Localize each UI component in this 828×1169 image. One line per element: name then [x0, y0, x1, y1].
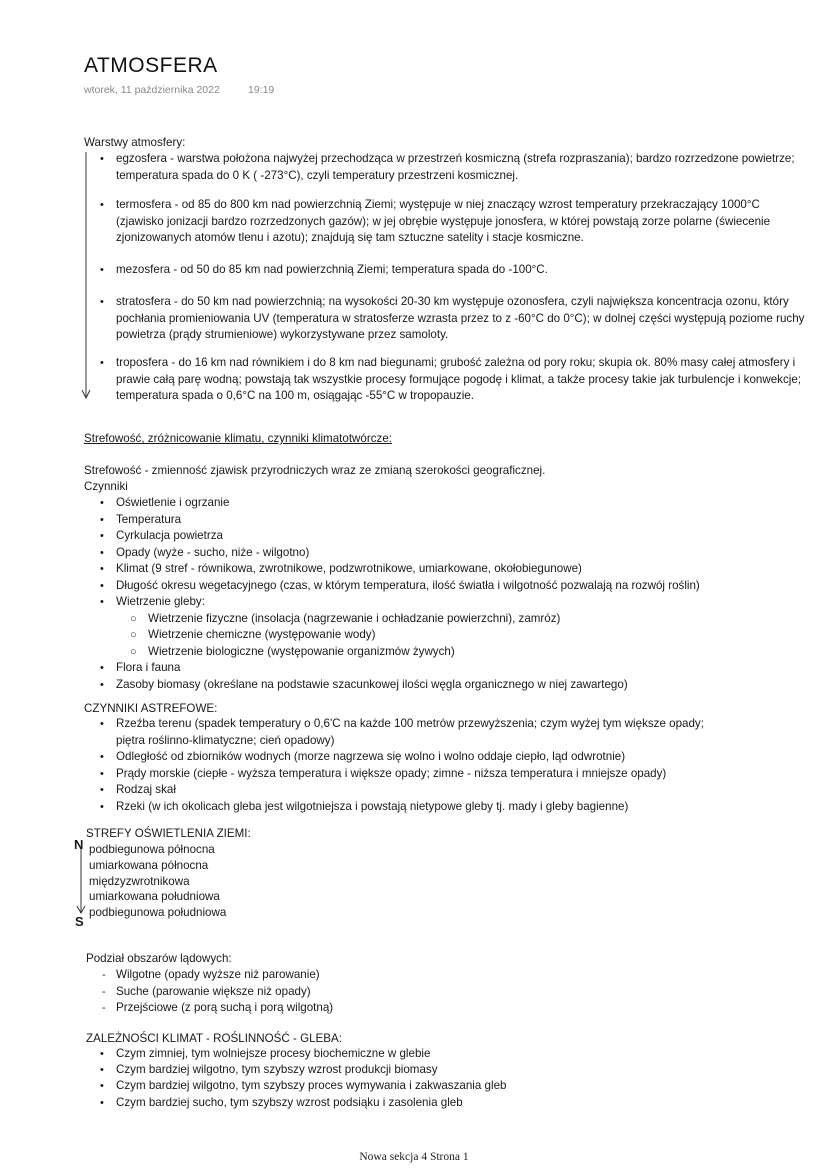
- page-footer: Nowa sekcja 4 Strona 1: [359, 1151, 469, 1163]
- azonal-list: [100, 716, 800, 815]
- land-heading: Podział obszarów lądowych:: [86, 952, 232, 965]
- list-item: • Oświetlenie i ogrzanie: [100, 496, 230, 509]
- list-item: • Opady (wyże - sucho, niże - wilgotno): [100, 545, 310, 559]
- illumination-zones: [89, 842, 226, 921]
- sub-list-item: ○ Wietrzenie fizyczne (insolacja (nagrzewanie i ochładzanie powierzchni), zamróz): [130, 611, 561, 625]
- list-item: • Rzeki (w ich okolicach gleba jest wilgotniejsza i powstają nietypowe gleby tj. mady i gleby bagienne): [100, 799, 629, 813]
- zone-item: umiarkowana północna: [89, 858, 209, 872]
- north-label: N: [74, 837, 84, 852]
- list-item: • Rzeźba terenu (spadek temperatury o 0,6'C na każde 100 metrów przewyższenia; czym wyżej tym większe opady; piętra roślinno-klimatyczne; cień opadowy): [100, 717, 704, 747]
- list-item: • Zasoby biomasy (określane na podstawie szacunkowej ilości węgla organicznego w niej zawartego): [100, 677, 628, 691]
- list-item: • Rodzaj skał: [100, 783, 176, 796]
- list-item: • Cyrkulacja powietrza: [100, 529, 223, 542]
- list-item: • Klimat (9 stref - równikowa, zwrotnikowe, podzwrotnikowe, umiarkowane, okołobiegunowe): [100, 562, 582, 575]
- page-date: wtorek, 11 października 2022: [84, 84, 220, 96]
- page-time: 19:19: [248, 84, 275, 96]
- page-title: ATMOSFERA: [84, 54, 218, 77]
- list-item: • Długość okresu wegetacyjnego (czas, w którym temperatura, ilość światła i wilgotność pozwalają na rozwój roślin): [100, 578, 700, 592]
- list-item: • Odległość od zbiorników wodnych (morze nagrzewa się wolno i wolno oddaje ciepło, ląd odwrotnie): [100, 750, 626, 763]
- zone-item: podbiegunowa północna: [89, 843, 215, 856]
- zonality-heading: Strefowość, zróżnicowanie klimatu, czynniki klimatotwórcze:: [84, 432, 392, 445]
- azonal-heading: CZYNNIKI ASTREFOWE:: [84, 702, 218, 715]
- factors-label: Czynniki: [84, 480, 128, 493]
- list-item: • Temperatura: [100, 512, 182, 526]
- sub-list-item: ○ Wietrzenie biologiczne (występowanie organizmów żywych): [130, 644, 455, 658]
- list-item: • Prądy morskie (ciepłe - wyższa temperatura i większe opady; zimne - niższa temperatura i mniejsze opady): [100, 766, 667, 780]
- illumination-heading: STREFY OŚWIETLENIA ZIEMI:: [86, 827, 251, 840]
- layers-heading: Warstwy atmosfery:: [84, 136, 186, 149]
- arrow-down-icon: [76, 848, 86, 918]
- zone-item: międzyzwrotnikowa: [89, 874, 190, 888]
- zone-item: podbiegunowa południowa: [89, 906, 227, 920]
- list-item: • Wietrzenie gleby:: [100, 595, 205, 608]
- zone-item: umiarkowana południowa: [89, 890, 220, 904]
- list-item: • Flora i fauna: [100, 661, 181, 674]
- south-label: S: [75, 914, 84, 929]
- factors-list: [100, 495, 800, 693]
- dependencies-heading: ZALEŻNOŚCI KLIMAT - ROŚLINNOŚĆ - GLEBA:: [86, 1032, 342, 1045]
- arrow-down-icon: [80, 150, 92, 402]
- sub-list-item: ○ Wietrzenie chemiczne (występowanie wody): [130, 628, 376, 641]
- zonality-definition: Strefowość - zmienność zjawisk przyrodniczych wraz ze zmianą szerokości geograficznej.: [84, 464, 546, 477]
